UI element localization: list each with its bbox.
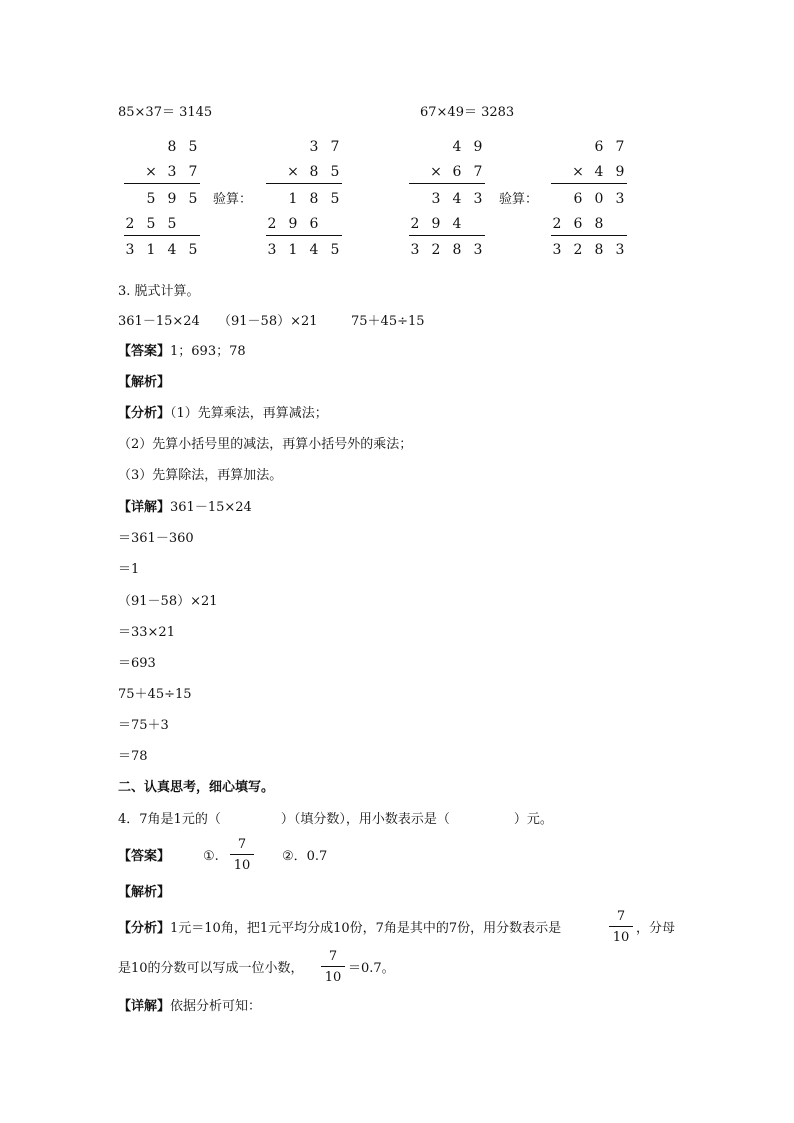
digit: 5 [167,216,177,232]
digit: 3 [267,242,277,258]
digit: 2 [410,216,420,232]
rule-line [266,183,342,184]
vertical-calc-85x37 [122,140,202,264]
digit: 8 [452,242,462,258]
step-line: ＝361－360 [118,531,194,546]
digit: 8 [594,242,604,258]
answer-label: 【答案】 [118,344,171,359]
fraction-denominator: 10 [324,970,342,985]
operator: × [430,164,442,180]
digit: 4 [452,191,462,207]
digit: 4 [452,139,462,155]
question-4 [118,813,553,826]
operator: × [287,164,299,180]
analysis-text-tail: ，分母 [636,921,676,936]
step-line: ＝1 [118,562,140,577]
digit: 3 [410,242,420,258]
digit: 7 [615,139,625,155]
analysis-fraction [320,950,346,984]
digit: 9 [615,164,625,180]
digit: 3 [473,242,483,258]
equation-67x49: 67×49＝ 3283 [420,105,515,120]
digit: 3 [125,242,135,258]
step-line: 75＋45÷15 [118,687,192,702]
digit: 9 [473,139,483,155]
digit: 8 [594,216,604,232]
equation-85x37: 85×37＝ 3145 [118,105,213,120]
digit: 3 [615,242,625,258]
rule-line [124,235,200,236]
digit: 2 [125,216,135,232]
step-line: （91－58）×21 [118,594,218,609]
fraction-bar [230,854,254,855]
digit: 1 [146,242,156,258]
digit: 5 [330,242,340,258]
answer-label: 【答案】 [118,849,171,864]
fenxi-text: 1元＝10角，把1元平均分成10份，7角是其中的7份，用分数表示是 [170,921,562,936]
question-4-part-b: ）（填分数），用小数表示是（ [280,812,450,827]
digit: 5 [188,191,198,207]
digit: 5 [188,242,198,258]
digit: 8 [309,191,319,207]
digit: 2 [573,242,583,258]
digit: 4 [594,164,604,180]
expression-2: （91－58）×21 [218,314,318,329]
step-line: ＝78 [118,749,148,764]
digit: 3 [473,191,483,207]
analysis-heading: 【解析】 [118,885,171,900]
digit: 7 [188,164,198,180]
digit: 5 [330,191,340,207]
step-line: ＝33×21 [118,625,175,640]
answer-text: 1；693；78 [170,344,246,359]
rule-line [266,235,342,236]
digit: 3 [167,164,177,180]
vertical-calc-49x67 [407,140,487,264]
digit: 6 [573,216,583,232]
analysis-line-2: （2）先算小括号里的减法，再算小括号外的乘法； [118,437,413,452]
xiangjie-label: 【详解】 [118,500,171,515]
digit: 4 [309,242,319,258]
rule-line [409,235,485,236]
digit: 1 [288,191,298,207]
digit: 9 [431,216,441,232]
digit: 8 [309,164,319,180]
fraction-numerator: 7 [616,909,626,924]
analysis-result: ＝0.7。 [348,961,395,976]
analysis-line-2: 是10的分数可以写成一位小数， [118,961,304,976]
analysis-fraction [608,910,634,944]
fraction-denominator: 10 [612,930,630,945]
digit: 6 [309,216,319,232]
xiangjie-label: 【详解】 [118,999,171,1014]
digit: 4 [167,242,177,258]
detail-line [118,501,252,514]
digit: 0 [594,191,604,207]
operator: × [572,164,584,180]
digit: 1 [288,242,298,258]
question-4-part-a: 4．7角是1元的（ [118,812,221,827]
step-text: 361－15×24 [170,500,252,515]
rule-line [551,183,627,184]
section-heading: 二、认真思考，细心填写。 [118,780,275,795]
question-4-part-c: ）元。 [513,812,553,827]
analysis-line-1 [118,407,328,420]
answer-2: ②．0.7 [282,849,328,864]
digit: 5 [330,164,340,180]
expression-3: 75＋45÷15 [351,314,425,329]
check-label: 验算： [499,192,539,207]
expression-1: 361－15×24 [118,314,200,329]
digit: 6 [594,139,604,155]
operator: × [145,164,157,180]
digit: 3 [615,191,625,207]
answer-line [118,345,246,358]
fraction-numerator: 7 [237,837,247,852]
rule-line [124,183,200,184]
answer-1-marker: ①. [203,849,219,864]
fraction-numerator: 7 [328,949,338,964]
digit: 9 [167,191,177,207]
answer-fraction [229,838,255,872]
digit: 6 [452,164,462,180]
digit: 3 [431,191,441,207]
digit: 3 [309,139,319,155]
vertical-calc-67x49 [549,140,629,264]
digit: 2 [552,216,562,232]
question-3-title: 3. 脱式计算。 [118,284,200,299]
digit: 5 [146,216,156,232]
rule-line [551,235,627,236]
digit: 6 [573,191,583,207]
digit: 5 [188,139,198,155]
digit: 5 [146,191,156,207]
digit: 3 [552,242,562,258]
step-line: ＝693 [118,656,156,671]
check-label: 验算： [213,192,253,207]
fenxi-text: （1）先算乘法，再算减法； [170,406,328,421]
digit: 7 [330,139,340,155]
rule-line [409,183,485,184]
detail-line [118,1000,261,1013]
digit: 2 [267,216,277,232]
step-line: ＝75＋3 [118,718,169,733]
detail-text: 依据分析可知： [170,999,262,1014]
digit: 4 [452,216,462,232]
analysis-line-3: （3）先算除法，再算加法。 [118,468,283,483]
digit: 8 [167,139,177,155]
digit: 7 [473,164,483,180]
vertical-calc-37x85 [264,140,344,264]
fenxi-label: 【分析】 [118,406,171,421]
digit: 9 [288,216,298,232]
fraction-bar [609,926,633,927]
fenxi-label: 【分析】 [118,921,171,936]
analysis-line [118,922,561,935]
fraction-bar [321,966,345,967]
analysis-heading: 【解析】 [118,375,171,390]
digit: 2 [431,242,441,258]
fraction-denominator: 10 [233,858,251,873]
